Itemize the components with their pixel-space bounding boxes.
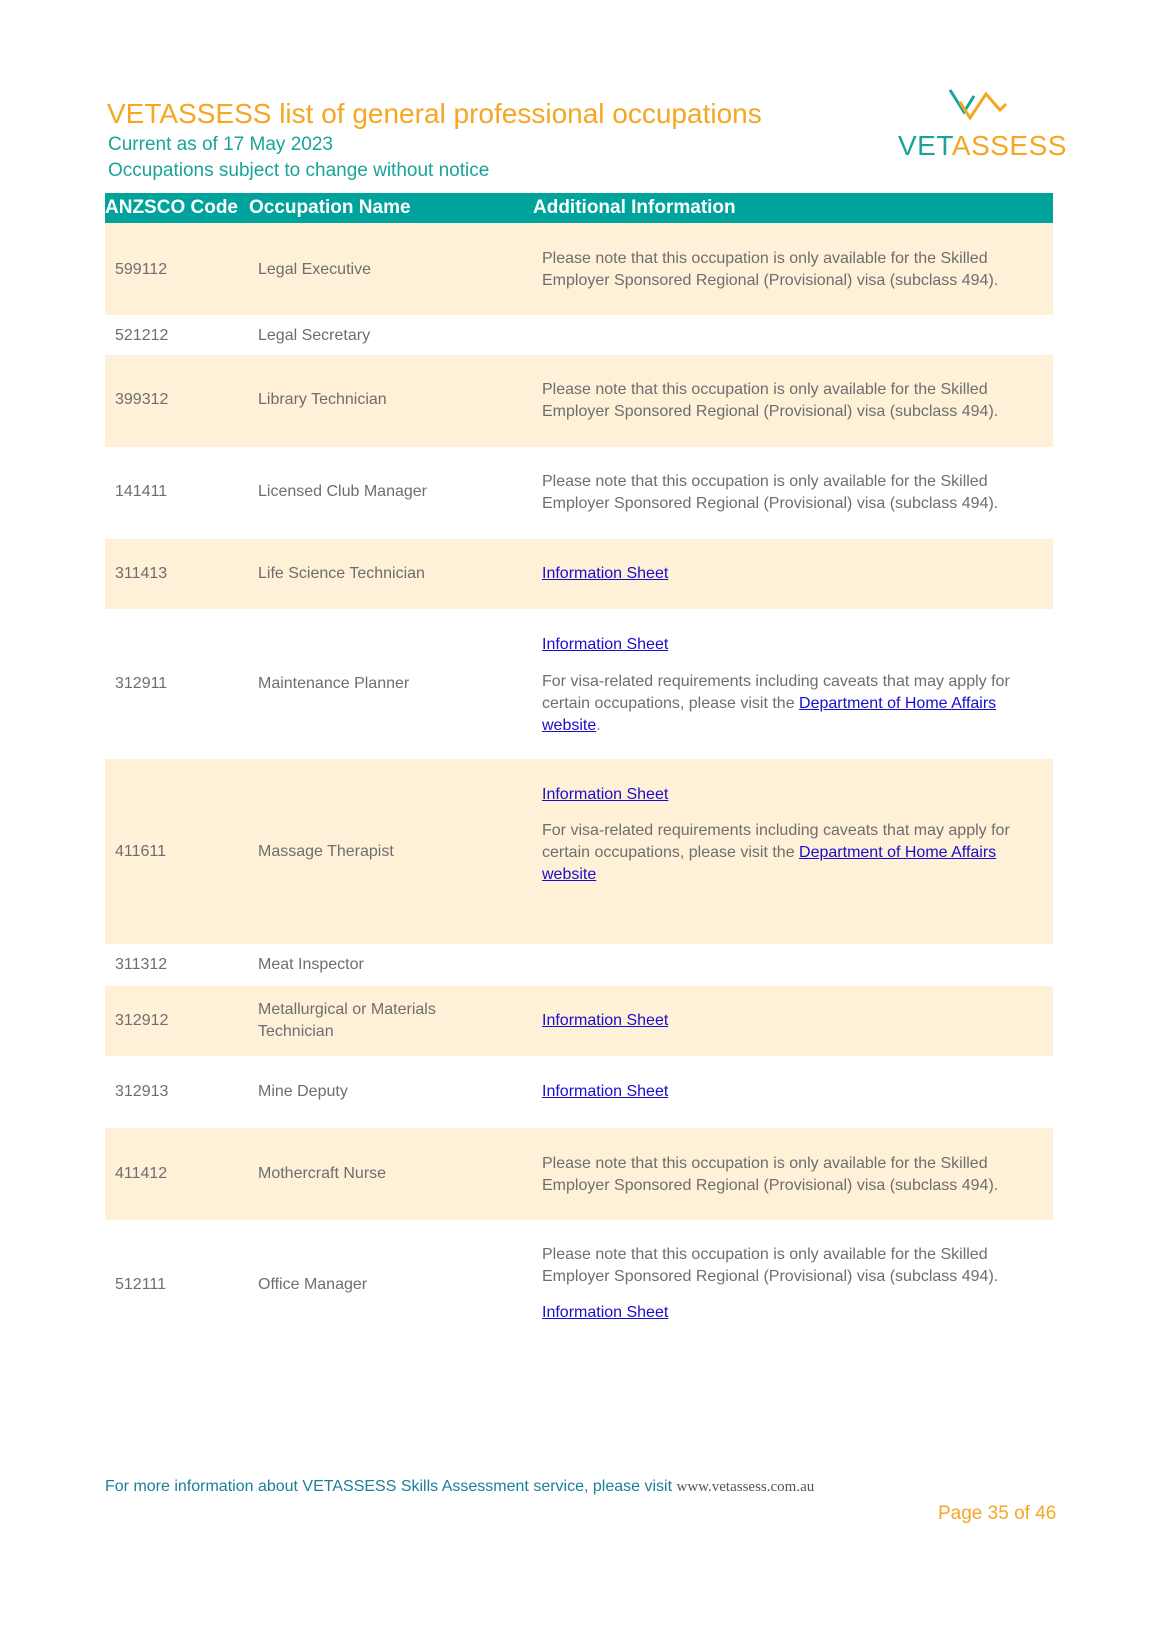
row-code: 399312 [115,391,169,408]
change-notice: Occupations subject to change without notice [108,160,490,181]
information-sheet-link[interactable]: Information Sheet [542,786,669,803]
logo-wordmark-vet: VET [898,130,952,161]
occupations-table [105,193,1053,1350]
row-note: Please note that this occupation is only available for the Skilled Employer Sponsored Regional (Provisional) visa (subclass 494). [542,1155,999,1194]
row-code: 311413 [115,565,168,582]
visa-info-text [542,820,1022,886]
footer-info [105,1478,814,1496]
home-affairs-link[interactable]: Department of Home Affairs website [542,695,997,734]
table-row [105,223,1053,315]
table-row [105,609,1053,759]
footer-text: For more information about VETASSESS Skills Assessment service, please visit [105,1478,673,1495]
table-row [105,1056,1053,1128]
table-row [105,986,1053,1056]
table-row [105,759,1053,944]
row-name: Legal Secretary [258,327,371,344]
table-row [105,447,1053,539]
table-row [105,355,1053,447]
row-note: Please note that this occupation is only available for the Skilled Employer Sponsored Regional (Provisional) visa (subclass 494). [542,1246,999,1285]
row-name: Maintenance Planner [258,675,410,692]
logo-mark-icon [946,84,1010,126]
row-name: Meat Inspector [258,956,364,973]
information-sheet-link[interactable]: Information Sheet [542,565,669,582]
row-name: Mine Deputy [258,1083,348,1100]
row-code: 312911 [115,675,168,692]
logo-wordmark-assess: ASSESS [951,130,1067,161]
information-sheet-link[interactable]: Information Sheet [542,1083,669,1100]
row-name: Mothercraft Nurse [258,1165,387,1182]
table-row [105,315,1053,355]
visa-text-end: . [596,717,601,734]
row-name: Office Manager [258,1276,368,1293]
row-code: 512111 [115,1276,167,1293]
row-name: Life Science Technician [258,565,425,582]
visa-text: For visa-related requirements including caveats that may apply for certain occupations, please visit the [542,822,1010,861]
row-note: Please note that this occupation is only available for the Skilled Employer Sponsored Regional (Provisional) visa (subclass 494). [542,250,999,289]
row-note: Please note that this occupation is only available for the Skilled Employer Sponsored Regional (Provisional) visa (subclass 494). [542,473,999,512]
row-code: 141411 [115,483,168,500]
table-row [105,1128,1053,1220]
information-sheet-link[interactable]: Information Sheet [542,1012,669,1029]
visa-info-text [542,671,1022,737]
footer-url[interactable]: www.vetassess.com.au [676,1479,815,1495]
row-name: Library Technician [258,391,387,408]
row-code: 521212 [115,327,169,344]
visa-text: For visa-related requirements including caveats that may apply for certain occupations, please visit the [542,673,1010,712]
row-code: 311312 [115,956,168,973]
row-code: 411611 [115,843,167,860]
row-note: Please note that this occupation is only available for the Skilled Employer Sponsored Regional (Provisional) visa (subclass 494). [542,381,999,420]
row-name: Licensed Club Manager [258,483,427,500]
table-row [105,1220,1053,1350]
row-code: 411412 [115,1165,168,1182]
col-header-name: Occupation Name [249,197,411,218]
col-header-code: ANZSCO Code [105,197,238,218]
row-code: 312912 [115,1012,169,1029]
information-sheet-link[interactable]: Information Sheet [542,1304,669,1321]
table-row [105,944,1053,986]
row-name: Massage Therapist [258,843,394,860]
current-as-of: Current as of 17 May 2023 [108,134,333,155]
row-code: 599112 [115,261,168,278]
logo-wordmark [898,130,1067,162]
row-code: 312913 [115,1083,169,1100]
page-number: Page 35 of 46 [938,1503,1057,1524]
row-name: Metallurgical or Materials Technician [258,1001,436,1040]
col-header-info: Additional Information [533,197,736,218]
document-title: VETASSESS list of general professional occupations [107,98,762,129]
home-affairs-link[interactable]: Department of Home Affairs website [542,844,997,883]
table-header [105,193,1053,223]
information-sheet-link[interactable]: Information Sheet [542,636,669,653]
row-name: Legal Executive [258,261,371,278]
vetassess-logo [898,84,1067,164]
table-row [105,539,1053,609]
